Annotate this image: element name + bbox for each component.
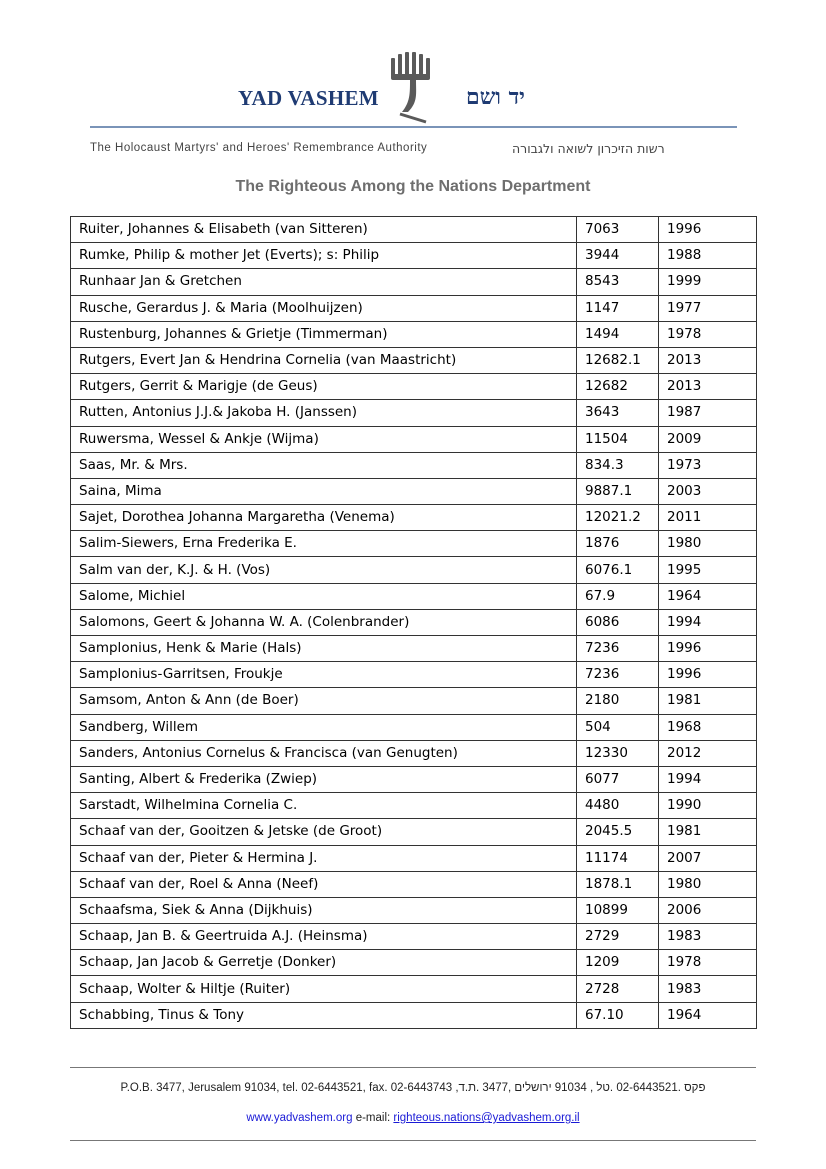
table-row bbox=[71, 452, 757, 478]
table-row bbox=[71, 662, 757, 688]
row-file-number-cell: 67.9 bbox=[577, 583, 659, 609]
row-year-cell: 1994 bbox=[659, 609, 757, 635]
row-name-cell: Sandberg, Willem bbox=[71, 714, 577, 740]
row-year-cell: 1996 bbox=[659, 217, 757, 243]
row-file-number-cell: 6076.1 bbox=[577, 557, 659, 583]
table-row bbox=[71, 766, 757, 792]
authority-name-english: The Holocaust Martyrs' and Heroes' Remembrance Authority bbox=[90, 142, 428, 154]
header-divider bbox=[90, 126, 737, 128]
row-name-cell: Runhaar Jan & Gretchen bbox=[71, 269, 577, 295]
letterhead bbox=[0, 0, 826, 200]
row-file-number-cell: 4480 bbox=[577, 793, 659, 819]
row-name-cell: Ruiter, Johannes & Elisabeth (van Sitteren) bbox=[71, 217, 577, 243]
row-name-cell: Santing, Albert & Frederika (Zwiep) bbox=[71, 766, 577, 792]
righteous-table bbox=[70, 216, 757, 1029]
table-row bbox=[71, 374, 757, 400]
row-file-number-cell: 834.3 bbox=[577, 452, 659, 478]
row-file-number-cell: 11174 bbox=[577, 845, 659, 871]
row-year-cell: 2009 bbox=[659, 426, 757, 452]
table-row bbox=[71, 269, 757, 295]
row-file-number-cell: 3643 bbox=[577, 400, 659, 426]
row-name-cell: Sanders, Antonius Cornelus & Francisca (van Genugten) bbox=[71, 740, 577, 766]
row-file-number-cell: 2729 bbox=[577, 924, 659, 950]
row-file-number-cell: 9887.1 bbox=[577, 478, 659, 504]
row-file-number-cell: 12682 bbox=[577, 374, 659, 400]
row-year-cell: 2006 bbox=[659, 897, 757, 923]
table-row bbox=[71, 871, 757, 897]
row-file-number-cell: 6086 bbox=[577, 609, 659, 635]
row-file-number-cell: 10899 bbox=[577, 897, 659, 923]
logo-text-english: YAD VASHEM bbox=[238, 86, 379, 110]
row-name-cell: Schaap, Wolter & Hiltje (Ruiter) bbox=[71, 976, 577, 1002]
row-year-cell: 1981 bbox=[659, 688, 757, 714]
table-row bbox=[71, 897, 757, 923]
row-year-cell: 1973 bbox=[659, 452, 757, 478]
row-year-cell: 2013 bbox=[659, 374, 757, 400]
table-row bbox=[71, 950, 757, 976]
row-name-cell: Salomons, Geert & Johanna W. A. (Colenbrander) bbox=[71, 609, 577, 635]
table-row bbox=[71, 793, 757, 819]
row-file-number-cell: 7063 bbox=[577, 217, 659, 243]
table-row bbox=[71, 426, 757, 452]
row-file-number-cell: 6077 bbox=[577, 766, 659, 792]
row-year-cell: 1981 bbox=[659, 819, 757, 845]
row-name-cell: Samplonius, Henk & Marie (Hals) bbox=[71, 636, 577, 662]
row-name-cell: Rutgers, Gerrit & Marigje (de Geus) bbox=[71, 374, 577, 400]
row-name-cell: Sajet, Dorothea Johanna Margaretha (Venema) bbox=[71, 505, 577, 531]
row-name-cell: Rumke, Philip & mother Jet (Everts); s: Philip bbox=[71, 243, 577, 269]
row-year-cell: 1983 bbox=[659, 924, 757, 950]
row-name-cell: Saina, Mima bbox=[71, 478, 577, 504]
row-year-cell: 1968 bbox=[659, 714, 757, 740]
department-title: The Righteous Among the Nations Department bbox=[235, 178, 591, 195]
table-row bbox=[71, 400, 757, 426]
table-row bbox=[71, 740, 757, 766]
menorah-hand-emblem-icon bbox=[388, 50, 438, 128]
table-row bbox=[71, 347, 757, 373]
table-row bbox=[71, 217, 757, 243]
row-year-cell: 1988 bbox=[659, 243, 757, 269]
row-file-number-cell: 12021.2 bbox=[577, 505, 659, 531]
row-file-number-cell: 2045.5 bbox=[577, 819, 659, 845]
row-file-number-cell: 7236 bbox=[577, 662, 659, 688]
row-name-cell: Samplonius-Garritsen, Froukje bbox=[71, 662, 577, 688]
authority-name-hebrew: רשות הזיכרון לשואה ולגבורה bbox=[512, 141, 665, 156]
row-year-cell: 1980 bbox=[659, 531, 757, 557]
row-file-number-cell: 11504 bbox=[577, 426, 659, 452]
footer-divider-bottom bbox=[70, 1140, 756, 1141]
row-name-cell: Schaap, Jan Jacob & Gerretje (Donker) bbox=[71, 950, 577, 976]
footer-divider-top bbox=[70, 1067, 756, 1068]
row-year-cell: 1977 bbox=[659, 295, 757, 321]
table-row bbox=[71, 583, 757, 609]
row-year-cell: 1978 bbox=[659, 950, 757, 976]
website-link[interactable]: www.yadvashem.org bbox=[246, 1112, 353, 1124]
row-name-cell: Schabbing, Tinus & Tony bbox=[71, 1002, 577, 1028]
row-name-cell: Salim-Siewers, Erna Frederika E. bbox=[71, 531, 577, 557]
row-year-cell: 1999 bbox=[659, 269, 757, 295]
table-row bbox=[71, 505, 757, 531]
table-row bbox=[71, 557, 757, 583]
footer-address: P.O.B. 3477, Jerusalem 91034, tel. 02-6443521, fax. 02-6443743 ,פקס .02-6443521 .טל , 91034 ירושלים ,3477 .ת.ד bbox=[120, 1082, 706, 1094]
row-file-number-cell: 2728 bbox=[577, 976, 659, 1002]
row-year-cell: 1978 bbox=[659, 321, 757, 347]
table-row bbox=[71, 976, 757, 1002]
row-name-cell: Ruwersma, Wessel & Ankje (Wijma) bbox=[71, 426, 577, 452]
row-name-cell: Rustenburg, Johannes & Grietje (Timmerman) bbox=[71, 321, 577, 347]
row-file-number-cell: 67.10 bbox=[577, 1002, 659, 1028]
row-file-number-cell: 7236 bbox=[577, 636, 659, 662]
table-row bbox=[71, 819, 757, 845]
table-row bbox=[71, 609, 757, 635]
table-row bbox=[71, 714, 757, 740]
row-year-cell: 2013 bbox=[659, 347, 757, 373]
row-year-cell: 2011 bbox=[659, 505, 757, 531]
row-year-cell: 1996 bbox=[659, 636, 757, 662]
row-year-cell: 1964 bbox=[659, 583, 757, 609]
row-file-number-cell: 1209 bbox=[577, 950, 659, 976]
row-year-cell: 2007 bbox=[659, 845, 757, 871]
row-year-cell: 1983 bbox=[659, 976, 757, 1002]
email-label: e-mail: bbox=[355, 1112, 391, 1124]
logo-text-hebrew: יד ושם bbox=[466, 84, 525, 110]
table-row bbox=[71, 321, 757, 347]
table-row bbox=[71, 295, 757, 321]
table-row bbox=[71, 243, 757, 269]
row-name-cell: Salm van der, K.J. & H. (Vos) bbox=[71, 557, 577, 583]
table-row bbox=[71, 636, 757, 662]
row-name-cell: Schaap, Jan B. & Geertruida A.J. (Heinsma) bbox=[71, 924, 577, 950]
row-file-number-cell: 1147 bbox=[577, 295, 659, 321]
row-year-cell: 1987 bbox=[659, 400, 757, 426]
row-file-number-cell: 504 bbox=[577, 714, 659, 740]
table-row bbox=[71, 688, 757, 714]
row-year-cell: 2003 bbox=[659, 478, 757, 504]
row-year-cell: 1996 bbox=[659, 662, 757, 688]
row-name-cell: Salome, Michiel bbox=[71, 583, 577, 609]
row-name-cell: Schaaf van der, Roel & Anna (Neef) bbox=[71, 871, 577, 897]
row-name-cell: Sarstadt, Wilhelmina Cornelia C. bbox=[71, 793, 577, 819]
table-row bbox=[71, 478, 757, 504]
footer-contact bbox=[0, 1112, 826, 1124]
row-file-number-cell: 12682.1 bbox=[577, 347, 659, 373]
row-year-cell: 1980 bbox=[659, 871, 757, 897]
row-file-number-cell: 1494 bbox=[577, 321, 659, 347]
row-file-number-cell: 12330 bbox=[577, 740, 659, 766]
row-name-cell: Rutgers, Evert Jan & Hendrina Cornelia (van Maastricht) bbox=[71, 347, 577, 373]
row-year-cell: 1964 bbox=[659, 1002, 757, 1028]
row-name-cell: Samsom, Anton & Ann (de Boer) bbox=[71, 688, 577, 714]
table-row bbox=[71, 924, 757, 950]
row-name-cell: Schaaf van der, Gooitzen & Jetske (de Groot) bbox=[71, 819, 577, 845]
row-name-cell: Schaafsma, Siek & Anna (Dijkhuis) bbox=[71, 897, 577, 923]
row-file-number-cell: 1876 bbox=[577, 531, 659, 557]
table-row bbox=[71, 1002, 757, 1028]
row-name-cell: Rutten, Antonius J.J.& Jakoba H. (Janssen) bbox=[71, 400, 577, 426]
row-file-number-cell: 3944 bbox=[577, 243, 659, 269]
row-year-cell: 1990 bbox=[659, 793, 757, 819]
row-year-cell: 1995 bbox=[659, 557, 757, 583]
row-year-cell: 2012 bbox=[659, 740, 757, 766]
row-file-number-cell: 8543 bbox=[577, 269, 659, 295]
table-row bbox=[71, 531, 757, 557]
row-name-cell: Schaaf van der, Pieter & Hermina J. bbox=[71, 845, 577, 871]
table-body bbox=[71, 217, 757, 1029]
row-file-number-cell: 2180 bbox=[577, 688, 659, 714]
email-link[interactable]: righteous.nations@yadvashem.org.il bbox=[393, 1112, 580, 1124]
row-name-cell: Rusche, Gerardus J. & Maria (Moolhuijzen) bbox=[71, 295, 577, 321]
row-year-cell: 1994 bbox=[659, 766, 757, 792]
table-row bbox=[71, 845, 757, 871]
row-name-cell: Saas, Mr. & Mrs. bbox=[71, 452, 577, 478]
row-file-number-cell: 1878.1 bbox=[577, 871, 659, 897]
